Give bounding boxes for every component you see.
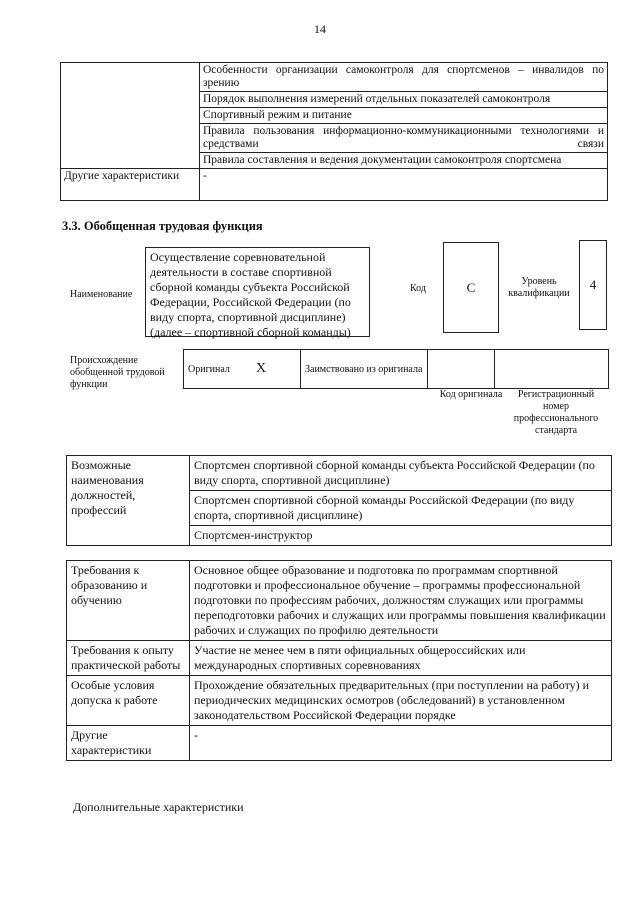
origin-table [183, 349, 609, 389]
position-item: Спортсмен спортивной сборной команды Российской Федерации (по виду спорта, спортивной дисциплине) [190, 491, 612, 526]
other-characteristics-label: Другие характеристики [61, 169, 200, 201]
positions-label: Возможные наименования должностей, профессий [67, 456, 190, 546]
skills-continuation-table [60, 62, 608, 201]
requirement-label: Требования к опыту практической работы [67, 641, 190, 676]
level-value: 4 [589, 277, 597, 292]
requirement-value: Участие не менее чем в пяти официальных общероссийских или международных спортивных соревнованиях [190, 641, 612, 676]
additional-characteristics-title: Дополнительные характеристики [73, 800, 244, 814]
empty-left-cell [61, 63, 200, 169]
requirement-value: Прохождение обязательных предварительных (при поступлении на работу) и периодических медицинских осмотров (обследований) в установленном законодательством Российской Федерации порядке [190, 676, 612, 726]
origin-label: Происхождение обобщенной трудовой функции [70, 355, 165, 390]
other-characteristics-value: - [200, 169, 608, 201]
reg-number-label: Регистрационный номер профессионального стандарта [513, 389, 599, 436]
position-item: Спортсмен-инструктор [190, 526, 612, 546]
original-label: Оригинал [184, 350, 253, 389]
requirements-table [66, 560, 612, 761]
code-original-label: Код оригинала [439, 389, 503, 400]
requirement-label: Требования к образованию и обучению [67, 561, 190, 641]
code-label: Код [410, 283, 426, 294]
code-box [443, 242, 499, 333]
position-item: Спортсмен спортивной сборной команды субъекта Российской Федерации (по виду спорта, спортивной дисциплине) [190, 456, 612, 491]
code-original-cell [428, 350, 495, 389]
page-number: 14 [314, 22, 326, 36]
section-heading: 3.3. Обобщенная трудовая функция [62, 219, 263, 233]
requirement-label: Особые условия допуска к работе [67, 676, 190, 726]
borrowed-label: Заимствовано из оригинала [301, 350, 428, 389]
table-row: Правила составления и ведения документации самоконтроля спортсмена [200, 153, 608, 169]
requirement-label: Другие характеристики [67, 726, 190, 761]
reg-number-cell [495, 350, 609, 389]
table-row: Особенности организации самоконтроля для спортсменов – инвалидов по зрению [200, 63, 608, 92]
positions-table [66, 455, 612, 546]
table-row: Порядок выполнения измерений отдельных показателей самоконтроля [200, 92, 608, 108]
table-row: Спортивный режим и питание [200, 108, 608, 124]
code-value: C [466, 279, 476, 295]
name-label: Наименование [70, 289, 133, 300]
requirement-value: Основное общее образование и подготовка по программам спортивной подготовки и профессиональное обучение – программы профессиональной подготовки по профессиям рабочих, должностям служащих или программы переподготовки рабочих и служащих или программы повышения квалификации рабочих и служащих по профилю деятельности [190, 561, 612, 641]
level-box [579, 240, 607, 330]
original-mark: X [252, 350, 301, 389]
qualification-level-label: Уровень квалификации [508, 276, 570, 299]
function-name-box: Осуществление соревновательной деятельности в составе спортивной сборной команды субъекта Российской Федерации, Российской Федерации (по виду спорта, спортивной дисциплине) (далее – спортивной сборной команды) [145, 247, 370, 337]
table-row: Правила пользования информационно-коммуникационными технологиями и средствами связи [200, 124, 608, 153]
requirement-value: - [190, 726, 612, 761]
